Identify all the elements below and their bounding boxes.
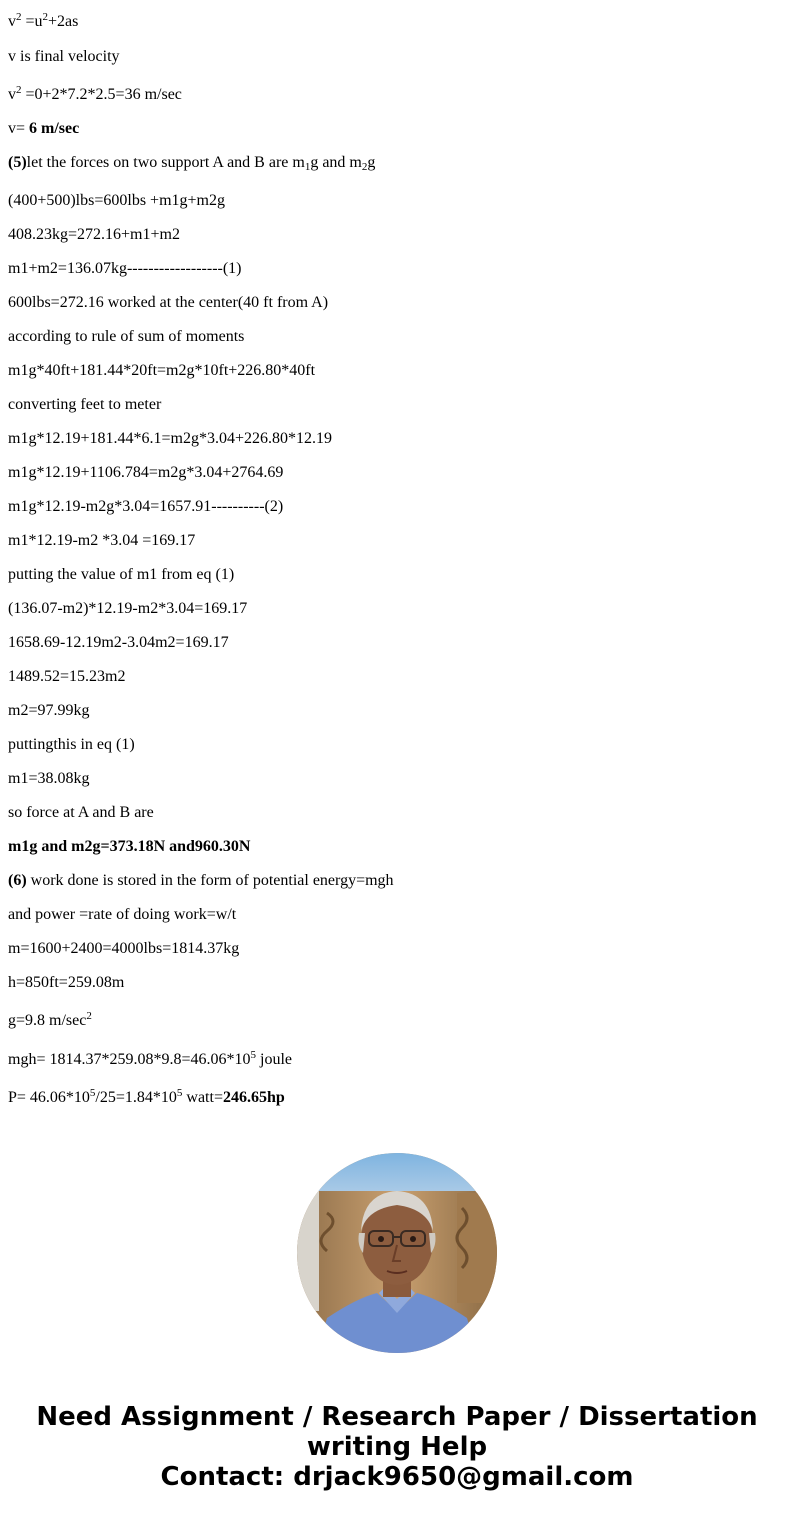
solution-line bbox=[8, 153, 375, 173]
solution-line bbox=[8, 327, 244, 347]
superscript: 2 bbox=[86, 1010, 92, 1022]
line-text: mgh= 1814.37*259.08*9.8=46.06*10 bbox=[8, 1051, 251, 1068]
contact-banner bbox=[0, 1402, 794, 1492]
solution-line bbox=[8, 837, 250, 857]
line-text: 6 m/sec bbox=[29, 120, 80, 137]
solution-line bbox=[8, 667, 125, 687]
solution-line bbox=[8, 599, 247, 619]
banner-line-2: writing Help bbox=[306, 1432, 488, 1462]
solution-line bbox=[8, 633, 229, 653]
line-text: =u bbox=[21, 13, 43, 30]
line-text: 1489.52=15.23m2 bbox=[8, 668, 126, 685]
solution-line bbox=[8, 429, 332, 449]
line-text: putting the value of m1 from eq (1) bbox=[8, 566, 235, 583]
solution-line bbox=[8, 119, 79, 139]
line-text: g bbox=[367, 154, 376, 171]
line-text: (136.07-m2)*12.19-m2*3.04=169.17 bbox=[8, 600, 248, 617]
solution-line bbox=[8, 361, 315, 381]
author-photo-icon bbox=[297, 1153, 497, 1353]
line-text: joule bbox=[256, 1051, 292, 1068]
solution-line bbox=[8, 191, 225, 211]
line-text: g and m bbox=[310, 154, 362, 171]
superscript: 5 bbox=[176, 1087, 183, 1099]
line-text: h=850ft=259.08m bbox=[8, 974, 125, 991]
solution-line bbox=[8, 497, 283, 517]
line-text: v bbox=[8, 86, 16, 103]
line-text: so force at A and B are bbox=[8, 804, 154, 821]
line-text: m1g*12.19-m2g*3.04=1657.91----------(2) bbox=[8, 498, 284, 515]
line-text: let the forces on two support A and B are m bbox=[26, 154, 305, 171]
line-text: m=1600+2400=4000lbs=1814.37kg bbox=[8, 940, 240, 957]
solution-line bbox=[8, 701, 89, 721]
solution-line bbox=[8, 293, 328, 313]
solution-line bbox=[8, 769, 89, 789]
superscript: 5 bbox=[250, 1049, 256, 1061]
solution-line bbox=[8, 1011, 92, 1031]
solution-line bbox=[8, 735, 135, 755]
line-text: (400+500)lbs=600lbs +m1g+m2g bbox=[8, 192, 225, 209]
line-text: =0+2*7.2*2.5=36 m/sec bbox=[21, 86, 182, 103]
superscript: 2 bbox=[16, 84, 22, 96]
line-text: 600lbs=272.16 worked at the center(40 ft from A) bbox=[8, 294, 329, 311]
superscript: 5 bbox=[89, 1087, 96, 1099]
solution-line bbox=[8, 395, 161, 415]
solution-line bbox=[8, 12, 78, 32]
solution-line bbox=[8, 47, 120, 67]
line-text: +2as bbox=[48, 13, 79, 30]
superscript: 2 bbox=[42, 11, 49, 23]
line-text: m1g*12.19+1106.784=m2g*3.04+2764.69 bbox=[8, 464, 284, 481]
line-text: v bbox=[8, 13, 16, 30]
solution-line bbox=[8, 871, 394, 891]
line-text: P= 46.06*10 bbox=[8, 1089, 90, 1106]
line-text: m1*12.19-m2 *3.04 =169.17 bbox=[8, 532, 196, 549]
line-text: according to rule of sum of moments bbox=[8, 328, 245, 345]
line-text: m1g and m2g=373.18N and960.30N bbox=[8, 838, 251, 855]
line-text: g=9.8 m/sec bbox=[8, 1012, 87, 1029]
solution-line bbox=[8, 225, 180, 245]
solution-line bbox=[8, 565, 234, 585]
solution-line bbox=[8, 803, 154, 823]
solution-line bbox=[8, 939, 239, 959]
solution-line bbox=[8, 973, 124, 993]
line-text: converting feet to meter bbox=[8, 396, 162, 413]
line-text: m1=38.08kg bbox=[8, 770, 90, 787]
subscript: 2 bbox=[361, 161, 368, 173]
banner-contact-email: Contact: drjack9650@gmail.com bbox=[160, 1462, 634, 1492]
line-text: (6) bbox=[8, 872, 27, 889]
line-text: v is final velocity bbox=[8, 48, 120, 65]
line-text: 246.65hp bbox=[222, 1089, 285, 1106]
line-text: /25=1.84*10 bbox=[95, 1089, 177, 1106]
superscript: 2 bbox=[16, 11, 22, 23]
solution-line bbox=[8, 905, 236, 925]
line-text: (5) bbox=[8, 154, 27, 171]
line-text: m1g*40ft+181.44*20ft=m2g*10ft+226.80*40ft bbox=[8, 362, 316, 379]
line-text: 1658.69-12.19m2-3.04m2=169.17 bbox=[8, 634, 229, 651]
solution-line bbox=[8, 1050, 292, 1070]
solution-line bbox=[8, 531, 195, 551]
line-text: work done is stored in the form of potential energy=mgh bbox=[26, 872, 394, 889]
solution-line bbox=[8, 1088, 285, 1108]
line-text: m1+m2=136.07kg------------------(1) bbox=[8, 260, 242, 277]
solution-line bbox=[8, 259, 242, 279]
author-avatar bbox=[297, 1153, 497, 1353]
line-text: and power =rate of doing work=w/t bbox=[8, 906, 237, 923]
solution-line bbox=[8, 85, 182, 105]
line-text: m1g*12.19+181.44*6.1=m2g*3.04+226.80*12.19 bbox=[8, 430, 332, 447]
line-text: v= bbox=[8, 120, 30, 137]
line-text: puttingthis in eq (1) bbox=[8, 736, 135, 753]
solution-line bbox=[8, 463, 283, 483]
line-text: m2=97.99kg bbox=[8, 702, 90, 719]
banner-line-1: Need Assignment / Research Paper / Dissertation bbox=[36, 1402, 758, 1432]
subscript: 1 bbox=[304, 161, 311, 173]
line-text: watt= bbox=[182, 1089, 223, 1106]
line-text: 408.23kg=272.16+m1+m2 bbox=[8, 226, 180, 243]
